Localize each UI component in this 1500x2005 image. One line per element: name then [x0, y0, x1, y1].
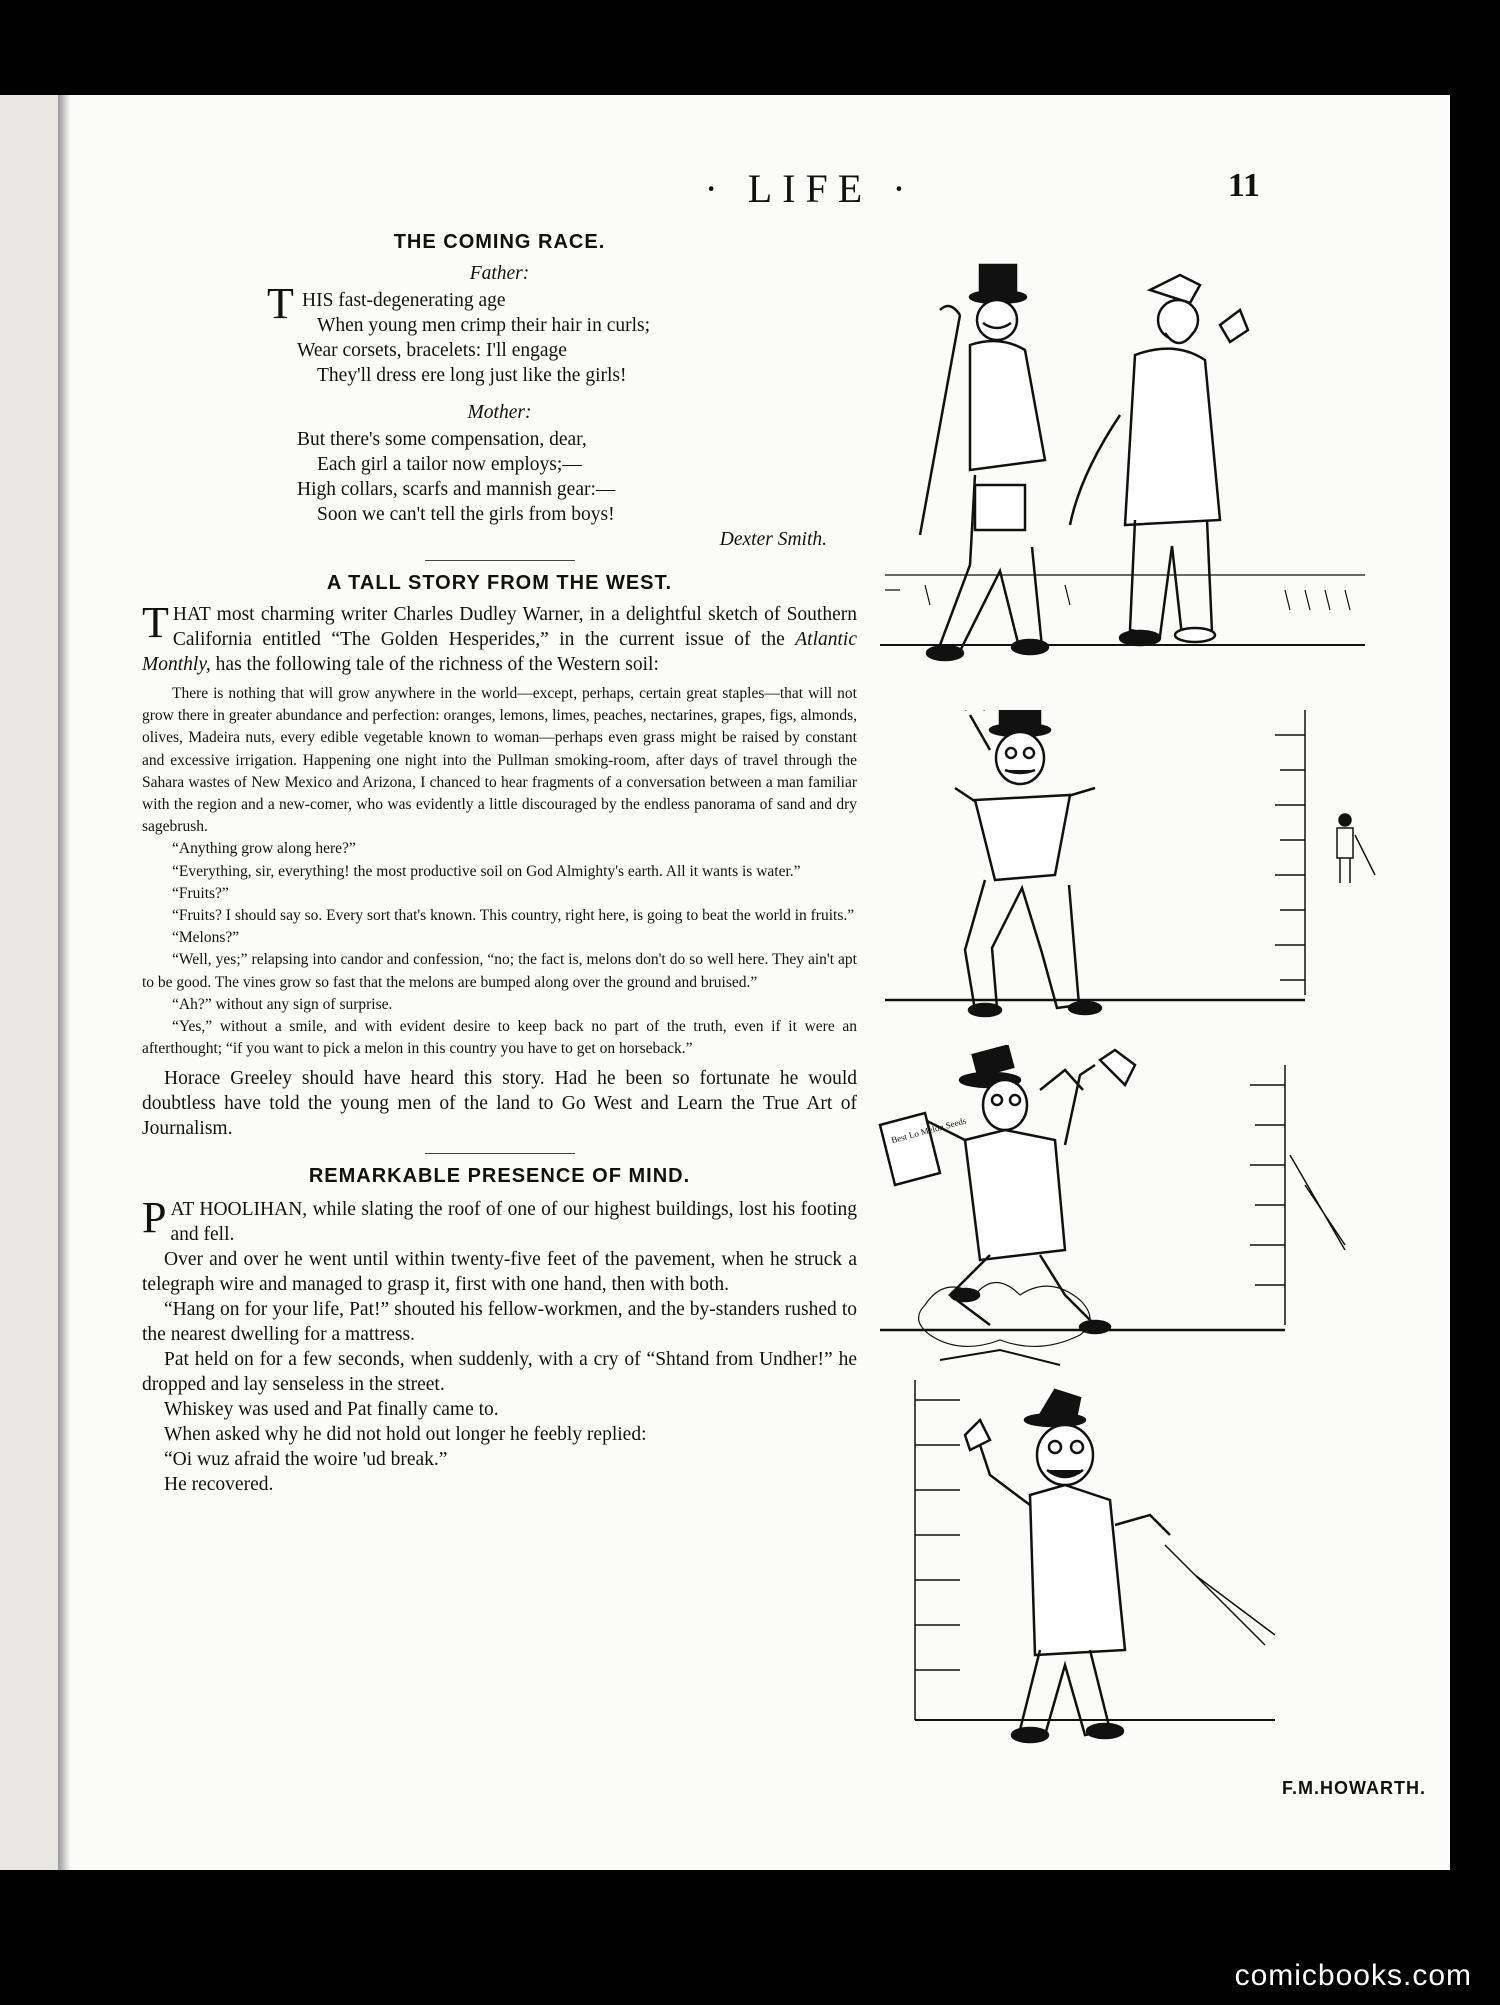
divider — [425, 1153, 575, 1154]
illustration-panel-2 — [865, 710, 1385, 1030]
mother-stanza — [142, 427, 857, 527]
drop-cap: P — [142, 1193, 167, 1243]
tall-story — [142, 571, 857, 1154]
quote-paragraph: “Yes,” without a smile, and with evident desire to keep back no part of the truth, even if it were an afterthought; “if you want to pick a melon in this country you have to get on horseback.” — [142, 1018, 857, 1058]
story-closing: Horace Greeley should have heard this story. Had he been so fortunate he would doubtless have told the young men of the land to Go West and Learn the True Art of Journalism. — [142, 1068, 857, 1140]
story-title: A TALL STORY FROM THE WEST. — [326, 572, 673, 594]
drop-cap: T — [142, 598, 169, 647]
distant-figure — [1337, 814, 1375, 883]
old-man-figure — [1070, 275, 1248, 645]
poem-title: THE COMING RACE. — [393, 231, 606, 253]
dandy-figure — [920, 265, 1048, 660]
quoted-excerpt — [142, 683, 857, 1060]
quote-paragraph: “Everything, sir, everything! the most productive soil on God Almighty's earth. All it wants is water.” — [172, 862, 801, 880]
quote-paragraph: “Anything grow along here?” — [172, 840, 356, 858]
site-watermark: comicbooks.com — [1234, 1959, 1472, 1992]
story-intro: THAT most charming writer Charles Dudley Warner, in a delightful sketch of Southern California entitled “The Golden Hesperides,” in the current issue of the Atlantic Monthly, has the following tale of the richness of the Western soil: — [142, 598, 857, 675]
father-label: Father: — [469, 263, 530, 284]
poem-line: Each girl a tailor now employs;— — [317, 454, 582, 475]
illustration-panel-4 — [865, 1375, 1385, 1785]
masthead: · LIFE · — [704, 166, 916, 211]
poem — [142, 230, 857, 561]
divider — [425, 560, 575, 561]
anecdote-paragraph: Over and over he went until within twenty-five feet of the pavement, when he struck a telegraph wire and managed to grasp it, first with one hand, then with both. — [142, 1249, 857, 1296]
artist-signature: F.M.HOWARTH. — [1282, 1778, 1426, 1798]
quote-paragraph: “Fruits?” — [172, 884, 229, 902]
anecdote-paragraph: He recovered. — [164, 1474, 274, 1496]
text-column — [142, 230, 857, 1497]
page-number: 11 — [1227, 167, 1260, 204]
father-stanza — [142, 279, 857, 388]
drop-cap: T — [267, 279, 294, 328]
book-gutter — [58, 95, 70, 1870]
anecdote-paragraph: Whiskey was used and Pat finally came to. — [164, 1399, 499, 1421]
anecdote-paragraph: “Hang on for your life, Pat!” shouted his fellow-workmen, and the by-standers rushed to the nearest dwelling for a mattress. — [142, 1299, 857, 1346]
brick-wall — [880, 1065, 1345, 1330]
poem-line: HIS fast-degenerating age — [302, 290, 506, 311]
poem-line: High collars, scarfs and mannish gear:— — [297, 479, 616, 500]
quote-paragraph: “Fruits? I should say so. Every sort that's known. This country, right here, is going to beat the world in fruits.” — [172, 907, 855, 925]
cane-on-ground — [940, 1350, 1060, 1365]
brick-wall — [885, 710, 1305, 1000]
magazine-page — [70, 95, 1450, 1870]
quote-paragraph: “Melons?” — [172, 929, 240, 947]
illustration-panel-1 — [865, 245, 1385, 705]
startled-man — [955, 710, 1101, 1016]
anecdote-paragraph: “Oi wuz afraid the woire 'ud break.” — [164, 1449, 448, 1471]
quote-paragraph: “Ah?” without any sign of surprise. — [172, 995, 393, 1013]
mother-label: Mother: — [467, 402, 532, 423]
anecdote-title: REMARKABLE PRESENCE OF MIND. — [308, 1165, 691, 1188]
poem-line: Wear corsets, bracelets: I'll engage — [297, 340, 567, 361]
anecdote-paragraph: Pat held on for a few seconds, when suddenly, with a cry of “Shtand from Undher!” he dropped and lay senseless in the street. — [142, 1349, 857, 1396]
quote-paragraph: There is nothing that will grow anywhere in the world—except, perhaps, certain great staples—that will not grow there in greater abundance and perfection: oranges, lemons, limes, peaches, nectarines, grapes, figs, almonds, olives, Madeira nuts, every edible vegetable known to woman—perhaps even grass might be raised by constant and excessive irrigation. Happening one night into the Pullman smoking-room, after days of travel through the Sahara wastes of New Mexico and Arizona, I chanced to hear fragments of a conversation between a man familiar with the region and a new-comer, who was evidently a little discouraged by the endless panorama of sand and dry sagebrush. — [142, 685, 857, 836]
illustration-panel-3 — [865, 1045, 1385, 1380]
poem-line: But there's some compensation, dear, — [297, 429, 587, 450]
poem-author: Dexter Smith. — [719, 529, 827, 550]
grinning-man — [965, 1390, 1170, 1742]
poem-line: When young men crimp their hair in curls; — [317, 315, 651, 336]
poem-line: Soon we can't tell the girls from boys! — [317, 504, 615, 525]
seed-packet — [880, 1113, 968, 1185]
anecdote — [142, 1164, 857, 1497]
quote-paragraph: “Well, yes;” relapsing into candor and confession, “no; the fact is, melons don't do so well here. They ain't apt to be good. The vines grow so fast that the melons are bumped along over the ground and bruised.” — [142, 951, 857, 991]
poem-line: They'll dress ere long just like the girls! — [317, 365, 627, 386]
packet-label: Best Lo Melon Seeds — [890, 1115, 968, 1146]
anecdote-paragraph: When asked why he did not hold out longer he feebly replied: — [164, 1424, 647, 1446]
anecdote-paragraph: PAT HOOLIHAN, while slating the roof of one of our highest buildings, lost his footing and fell. — [142, 1193, 857, 1246]
